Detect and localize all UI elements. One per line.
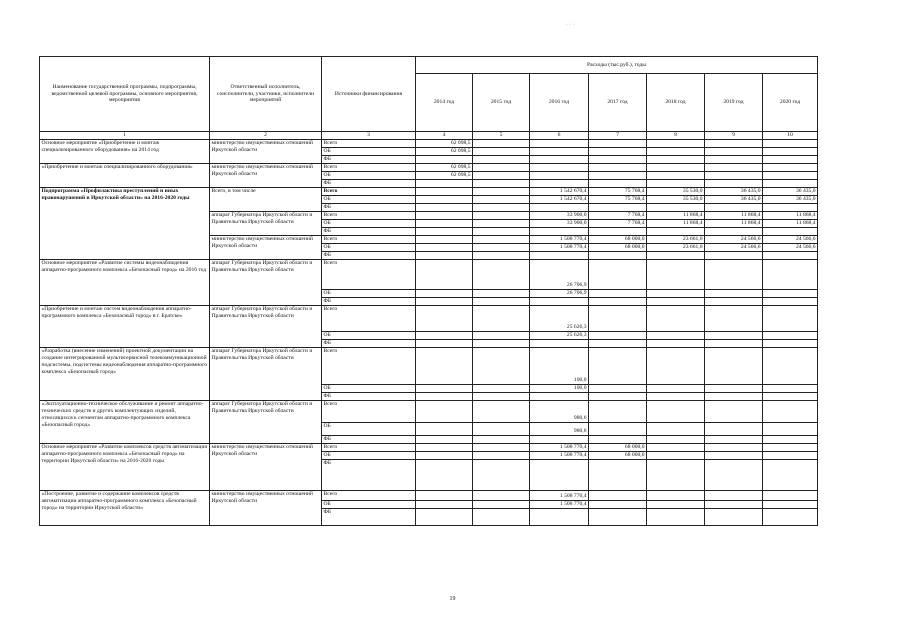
- source-label: ОБ: [322, 172, 416, 180]
- header-source: Источники финансирования: [322, 57, 416, 132]
- source-label: ОБ: [322, 452, 416, 460]
- value-cell: 75 768,4: [589, 188, 647, 196]
- source-label: ФБ: [322, 228, 416, 236]
- year-header: 2014 год: [416, 74, 473, 132]
- source-label: Всего: [322, 444, 416, 452]
- value-cell: 62 098,5: [416, 148, 473, 156]
- value-cell: 62 098,5: [416, 164, 473, 172]
- value-cell: 1 508 770,4: [530, 236, 589, 244]
- value-cell: 7 768,4: [589, 220, 647, 228]
- table-row: [40, 188, 818, 196]
- executor: Всего, в том числе: [210, 188, 322, 212]
- measure-name: Основное мероприятие «Развитие системы видеонаблюдения аппаратно-программного комплекса «Безопасный город» на 2016 год: [40, 260, 210, 306]
- source-label: ОБ: [322, 196, 416, 204]
- source-label: ФБ: [322, 156, 416, 164]
- year-header: 2020 год: [763, 74, 818, 132]
- source-label: ОБ: [322, 385, 416, 393]
- source-label: ОБ: [322, 501, 416, 509]
- value-cell: 11 868,4: [705, 220, 763, 228]
- source-label: ФБ: [322, 509, 416, 526]
- value-cell: 62 098,5: [416, 172, 473, 180]
- year-header: 2017 год: [589, 74, 647, 132]
- value-cell: 1 542 670,4: [530, 196, 589, 204]
- value-cell: 100,0: [530, 385, 589, 393]
- value-cell: 33 900,0: [530, 220, 589, 228]
- table-row: [40, 140, 818, 148]
- measure-name: «Эксплуатационно-техническое обслуживание и ремонт аппаратно-технических средств и других комплектующих изделий, относящихся к сегментам аппаратно-программного комплекса «Безопасный город»: [40, 401, 210, 444]
- executor: министерство имущественных отношений Иркутской области: [210, 164, 322, 188]
- year-header: 2015 год: [473, 74, 530, 132]
- header-executor: Ответственный исполнитель, соисполнители, участники, исполнители мероприятий: [210, 57, 322, 132]
- value-cell: 11 868,4: [647, 212, 705, 220]
- year-header: 2018 год: [647, 74, 705, 132]
- subprogram-name: Подпрограмма «Профилактика преступлений и иных правонарушений в Иркутской области» на 2016-2020 годы: [40, 188, 210, 260]
- value-cell: 35 530,0: [647, 188, 705, 196]
- value-cell: 11 868,4: [647, 220, 705, 228]
- table-row: [40, 401, 818, 423]
- executor: аппарат Губернатора Иркутской области и Правительства Иркутской области: [210, 306, 322, 348]
- executor: аппарат Губернатора Иркутской области и Правительства Иркутской области: [210, 212, 322, 236]
- executor: аппарат Губернатора Иркутской области и Правительства Иркутской области: [210, 260, 322, 306]
- value-cell: 980,6: [530, 401, 589, 423]
- value-cell: 75 768,4: [589, 196, 647, 204]
- source-label: Всего: [322, 348, 416, 385]
- header-expenses: Расходы (тыс.руб.), годы: [416, 57, 818, 74]
- value-cell: 7 768,4: [589, 212, 647, 220]
- value-cell: 1 508 770,4: [530, 501, 589, 509]
- value-cell: 68 000,0: [589, 244, 647, 252]
- source-label: ФБ: [322, 340, 416, 348]
- value-cell: 1 508 770,4: [530, 491, 589, 501]
- value-cell: 36 435,0: [705, 188, 763, 196]
- value-cell: 23 661,6: [647, 244, 705, 252]
- value-cell: 1 508 770,4: [530, 444, 589, 452]
- page-number: 19: [449, 596, 456, 602]
- executor: аппарат Губернатора Иркутской области и Правительства Иркутской области: [210, 401, 322, 444]
- table-row: [40, 491, 818, 501]
- value-cell: 26 706,9: [530, 290, 589, 298]
- source-label: Всего: [322, 140, 416, 148]
- measure-name: «Приобретение и монтаж специализированного оборудования»: [40, 164, 210, 188]
- source-label: Всего: [322, 491, 416, 501]
- table-row: [40, 260, 818, 290]
- source-label: ФБ: [322, 298, 416, 306]
- value-cell: 26 706,9: [530, 260, 589, 290]
- budget-table: [39, 56, 818, 526]
- executor: министерство имущественных отношений Иркутской области: [210, 140, 322, 164]
- value-cell: 980,6: [530, 423, 589, 436]
- table-row: [40, 348, 818, 385]
- measure-name: «Разработка (внесение изменений) проектной документации на создание интегрированной мультисервисной телекоммуникационной подсистемы, подсистемы видеонаблюдения аппаратно-программного комплекса «Безопасный город»: [40, 348, 210, 401]
- source-label: Всего: [322, 236, 416, 244]
- year-header: 2019 год: [705, 74, 763, 132]
- executor: министерство имущественных отношений Иркутской области: [210, 236, 322, 260]
- measure-name: Основное мероприятие «Развитие комплексов средств автоматизации аппаратно-программного комплекса «Безопасный город» на территории Иркутской области» на 2016-2020 годы: [40, 444, 210, 491]
- value-cell: 25 626,3: [530, 332, 589, 340]
- source-label: Всего: [322, 306, 416, 332]
- value-cell: 11 868,4: [705, 212, 763, 220]
- column-numbers-row: 1 2 3 4 5 6 7 8 9 10: [40, 132, 818, 140]
- value-cell: 62 098,5: [416, 140, 473, 148]
- source-label: ОБ: [322, 423, 416, 436]
- value-cell: 36 435,0: [763, 188, 818, 196]
- measure-name: Основное мероприятие «Приобретение и монтаж специализированного оборудования» на 2014 год: [40, 140, 210, 164]
- value-cell: 68 000,0: [589, 452, 647, 460]
- scan-speck: · · ·: [566, 22, 575, 28]
- table-row: [40, 306, 818, 332]
- source-label: ФБ: [322, 436, 416, 444]
- source-label: ФБ: [322, 252, 416, 260]
- source-label: ОБ: [322, 332, 416, 340]
- measure-name: «Построение, развитие и содержание комплексов средств автоматизации аппаратно-программного комплекса «Безопасный город» на территории Иркутской области»: [40, 491, 210, 526]
- source-label: Всего: [322, 164, 416, 172]
- value-cell: 23 661,6: [647, 236, 705, 244]
- value-cell: 24 566,6: [763, 236, 818, 244]
- value-cell: 11 868,4: [763, 220, 818, 228]
- source-label: ОБ: [322, 148, 416, 156]
- source-label: ОБ: [322, 290, 416, 298]
- table-row: [40, 164, 818, 172]
- table-row: [40, 444, 818, 452]
- value-cell: 33 900,0: [530, 212, 589, 220]
- value-cell: 24 566,6: [705, 236, 763, 244]
- value-cell: 36 435,0: [705, 196, 763, 204]
- value-cell: 24 566,6: [705, 244, 763, 252]
- source-label: ОБ: [322, 244, 416, 252]
- executor: министерство имущественных отношений Иркутской области: [210, 491, 322, 526]
- value-cell: 68 000,0: [589, 236, 647, 244]
- source-label: Всего: [322, 260, 416, 290]
- source-label: Всего: [322, 188, 416, 196]
- source-label: ФБ: [322, 460, 416, 491]
- source-label: ФБ: [322, 204, 416, 212]
- measure-name: «Приобретение и монтаж систем видеонаблюдения аппаратно-программного комплекса «Безопасный город» в г. Братске»: [40, 306, 210, 348]
- value-cell: 35 530,0: [647, 196, 705, 204]
- value-cell: 1 542 670,4: [530, 188, 589, 196]
- value-cell: 24 566,6: [763, 244, 818, 252]
- header-name: Наименование государственной программы, подпрограммы, ведомственной целевой программы, основного мероприятия, мероприятия: [40, 57, 210, 132]
- source-label: ОБ: [322, 220, 416, 228]
- executor: аппарат Губернатора Иркутской области и Правительства Иркутской области: [210, 348, 322, 401]
- value-cell: 11 868,4: [763, 212, 818, 220]
- year-header: 2016 год: [530, 74, 589, 132]
- value-cell: 1 508 770,4: [530, 452, 589, 460]
- value-cell: 25 626,3: [530, 306, 589, 332]
- value-cell: 100,0: [530, 348, 589, 385]
- source-label: ФБ: [322, 393, 416, 401]
- value-cell: 68 000,0: [589, 444, 647, 452]
- source-label: Всего: [322, 401, 416, 423]
- executor: министерство имущественных отношений Иркутской области: [210, 444, 322, 491]
- source-label: ФБ: [322, 180, 416, 188]
- source-label: Всего: [322, 212, 416, 220]
- value-cell: 1 508 770,4: [530, 244, 589, 252]
- value-cell: 36 435,0: [763, 196, 818, 204]
